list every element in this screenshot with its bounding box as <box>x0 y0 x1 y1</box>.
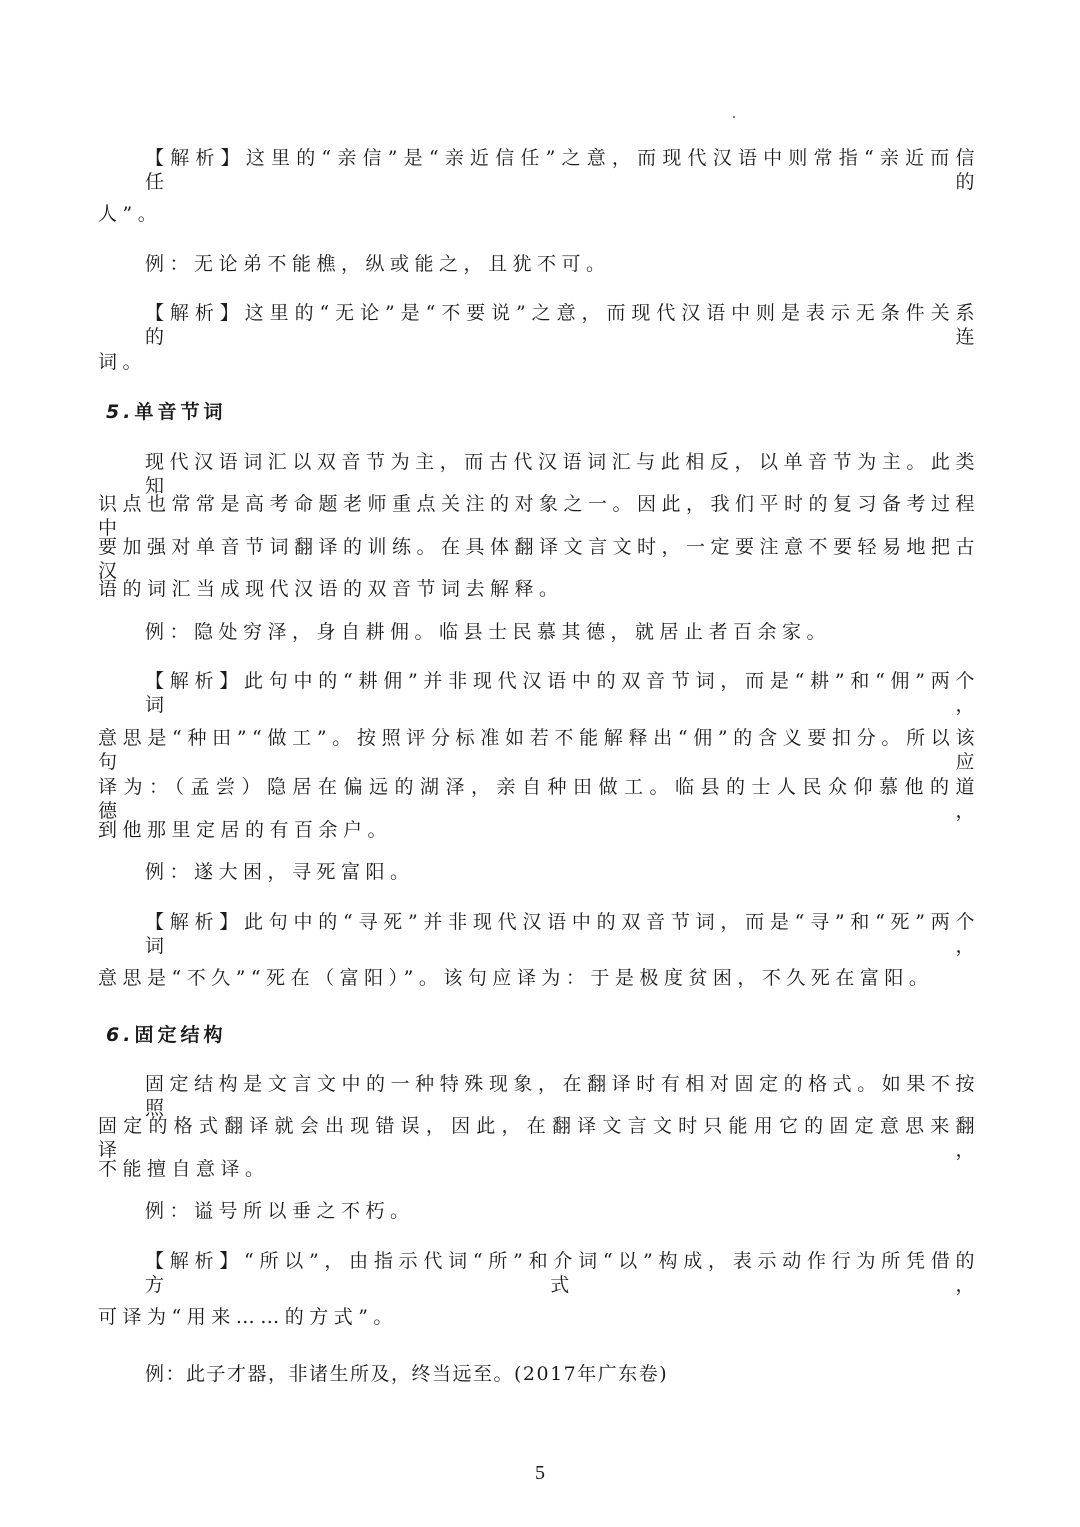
section-number: 5. <box>106 401 135 423</box>
stray-dot <box>733 116 735 118</box>
example-line: 例：遂大困，寻死富阳。 <box>145 861 415 883</box>
section-title: 单音节词 <box>134 401 227 423</box>
paragraph-line: 识点也常常是高考命题老师重点关注的对象之一。因此，我们平时的复习备考过程中 <box>98 493 980 539</box>
section-number: 6. <box>106 1024 135 1046</box>
analysis-line: 【解析】这里的“亲信”是“亲近信任”之意，而现代汉语中则常指“亲近而信任的 <box>145 147 980 193</box>
text-line: 可译为“用来……的方式”。 <box>98 1306 398 1328</box>
text-line: 译为：（孟尝）隐居在偏远的湖泽，亲自种田做工。临县的士人民众仰慕他的道德， <box>98 776 980 822</box>
paragraph-line: 不能擅自意译。 <box>98 1158 270 1180</box>
section-heading-6 <box>106 1023 226 1047</box>
section-heading-5 <box>106 400 226 424</box>
paragraph-line: 现代汉语词汇以双音节为主，而古代汉语词汇与此相反，以单音节为主。此类知 <box>145 451 980 497</box>
example-line: 例：谥号所以垂之不朽。 <box>145 1200 415 1222</box>
analysis-line: 【解析】此句中的“寻死”并非现代汉语中的双音节词，而是“寻”和“死”两个词， <box>145 911 980 957</box>
analysis-line: 【解析】此句中的“耕佣”并非现代汉语中的双音节词，而是“耕”和“佣”两个词， <box>145 670 980 716</box>
analysis-line: 【解析】这里的“无论”是“不要说”之意，而现代汉语中则是表示无条件关系的连 <box>145 302 980 348</box>
text-line: 到他那里定居的有百余户。 <box>98 819 393 841</box>
example-line: 例：此子才器，非诸生所及，终当远至。(2017年广东卷) <box>145 1363 669 1385</box>
page-number: 5 <box>535 1462 545 1484</box>
section-title: 固定结构 <box>134 1024 227 1046</box>
text-line: 词。 <box>98 351 148 373</box>
paragraph-line: 要加强对单音节词翻译的训练。在具体翻译文言文时，一定要注意不要轻易地把古汉 <box>98 536 980 582</box>
text-line: 意思是“种田”“做工”。按照评分标准如若不能解释出“佣”的含义要扣分。所以该句应 <box>98 727 980 773</box>
paragraph-line: 固定结构是文言文中的一种特殊现象，在翻译时有相对固定的格式。如果不按照 <box>145 1073 980 1119</box>
text-line: 意思是“不久”“死在（富阳）”。该句应译为：于是极度贫困，不久死在富阳。 <box>98 967 934 989</box>
paragraph-line: 固定的格式翻译就会出现错误，因此，在翻译文言文时只能用它的固定意思来翻译， <box>98 1115 980 1161</box>
example-line: 例：无论弟不能樵，纵或能之，且犹不可。 <box>145 253 611 275</box>
example-line: 例：隐处穷泽，身自耕佣。临县士民慕其德，就居止者百余家。 <box>145 621 832 643</box>
text-line: 人”。 <box>98 203 163 225</box>
paragraph-line: 语的词汇当成现代汉语的双音节词去解释。 <box>98 578 564 600</box>
analysis-line: 【解析】“所以”，由指示代词“所”和介词“以”构成，表示动作行为所凭借的方式， <box>145 1250 980 1296</box>
